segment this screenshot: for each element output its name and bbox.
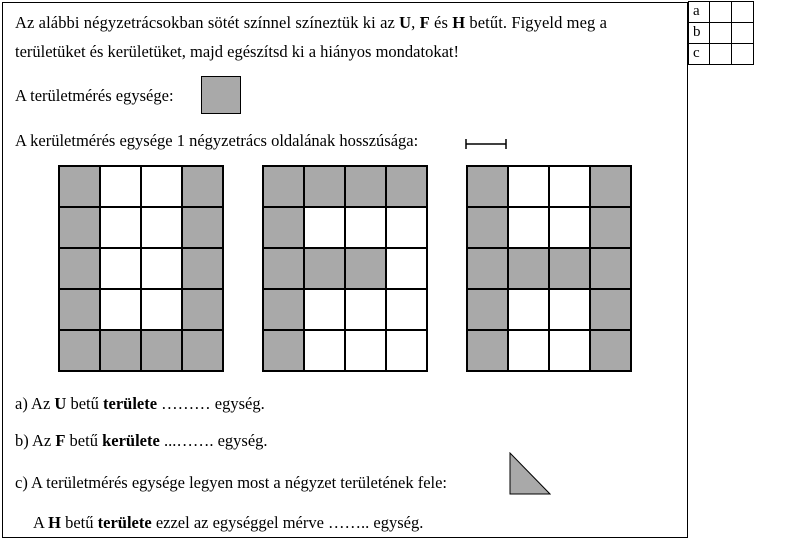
shaded-grid-cell	[100, 330, 141, 371]
shaded-grid-cell	[59, 248, 100, 289]
half-square-triangle	[509, 452, 551, 495]
shaded-grid-cell	[59, 166, 100, 207]
shaded-grid-cell	[141, 330, 182, 371]
perimeter-unit-segment	[465, 139, 507, 149]
score-cell-a2[interactable]	[732, 2, 754, 23]
score-cell-b[interactable]	[710, 23, 732, 44]
perimeter-unit-label: A kerületmérés egysége 1 négyzetrács oldalának hosszúsága:	[15, 131, 419, 150]
shaded-grid-cell	[182, 166, 223, 207]
grid-cell	[100, 207, 141, 248]
letter-grid-h	[466, 165, 632, 372]
question-a: a) Az U betű területe ……… egység.	[15, 394, 265, 413]
score-label-a: a	[689, 2, 710, 23]
shaded-grid-cell	[467, 166, 508, 207]
shaded-grid-cell	[590, 330, 631, 371]
grid-cell	[100, 248, 141, 289]
shaded-grid-cell	[549, 248, 590, 289]
score-table	[688, 1, 754, 65]
score-cell-a[interactable]	[710, 2, 732, 23]
shaded-grid-cell	[182, 207, 223, 248]
shaded-grid-cell	[182, 330, 223, 371]
shaded-grid-cell	[467, 330, 508, 371]
grid-cell	[508, 207, 549, 248]
score-cell-b2[interactable]	[732, 23, 754, 44]
area-unit-label: A területmérés egysége:	[15, 86, 174, 105]
grid-cell	[100, 166, 141, 207]
score-label-c: c	[689, 44, 710, 65]
grid-cell	[549, 289, 590, 330]
shaded-grid-cell	[304, 166, 345, 207]
grid-cell	[141, 248, 182, 289]
shaded-grid-cell	[590, 207, 631, 248]
score-cell-c[interactable]	[710, 44, 732, 65]
intro-line-2: területüket és kerületüket, majd egészítsd ki a hiányos mondatokat!	[15, 42, 459, 61]
shaded-grid-cell	[263, 248, 304, 289]
grid-cell	[386, 330, 427, 371]
grid-cell	[386, 207, 427, 248]
grid-cell	[304, 289, 345, 330]
area-unit-square	[201, 76, 241, 114]
grid-cell	[304, 207, 345, 248]
shaded-grid-cell	[263, 166, 304, 207]
shaded-grid-cell	[263, 330, 304, 371]
question-b: b) Az F betű kerülete ...……. egység.	[15, 431, 268, 450]
grid-cell	[508, 330, 549, 371]
grid-cell	[141, 166, 182, 207]
shaded-grid-cell	[59, 289, 100, 330]
shaded-grid-cell	[345, 166, 386, 207]
shaded-grid-cell	[182, 289, 223, 330]
shaded-grid-cell	[386, 166, 427, 207]
shaded-grid-cell	[508, 248, 549, 289]
grid-cell	[100, 289, 141, 330]
shaded-grid-cell	[590, 289, 631, 330]
grid-cell	[141, 289, 182, 330]
shaded-grid-cell	[590, 248, 631, 289]
score-cell-c2[interactable]	[732, 44, 754, 65]
grid-cell	[345, 330, 386, 371]
grid-cell	[508, 166, 549, 207]
question-c: c) A területmérés egysége legyen most a négyzet területének fele:	[15, 473, 448, 492]
grid-cell	[508, 289, 549, 330]
letter-grid-u	[58, 165, 224, 372]
grid-cell	[304, 330, 345, 371]
grid-cell	[141, 207, 182, 248]
grid-cell	[345, 207, 386, 248]
shaded-grid-cell	[467, 248, 508, 289]
shaded-grid-cell	[304, 248, 345, 289]
shaded-grid-cell	[467, 207, 508, 248]
shaded-grid-cell	[263, 207, 304, 248]
intro-line-1: Az alábbi négyzetrácsokban sötét színnel színeztük ki az U, F és H betűt. Figyeld meg a	[15, 13, 608, 32]
score-label-b: b	[689, 23, 710, 44]
shaded-grid-cell	[59, 330, 100, 371]
grid-cell	[549, 166, 590, 207]
shaded-grid-cell	[263, 289, 304, 330]
question-c-continuation: A H betű területe ezzel az egységgel mérve …….. egység.	[33, 513, 424, 532]
grid-cell	[345, 289, 386, 330]
shaded-grid-cell	[467, 289, 508, 330]
grid-cell	[549, 207, 590, 248]
grid-cell	[549, 330, 590, 371]
grid-cell	[386, 289, 427, 330]
shaded-grid-cell	[345, 248, 386, 289]
shaded-grid-cell	[59, 207, 100, 248]
shaded-grid-cell	[590, 166, 631, 207]
grid-cell	[386, 248, 427, 289]
shaded-grid-cell	[182, 248, 223, 289]
letter-grid-f	[262, 165, 428, 372]
